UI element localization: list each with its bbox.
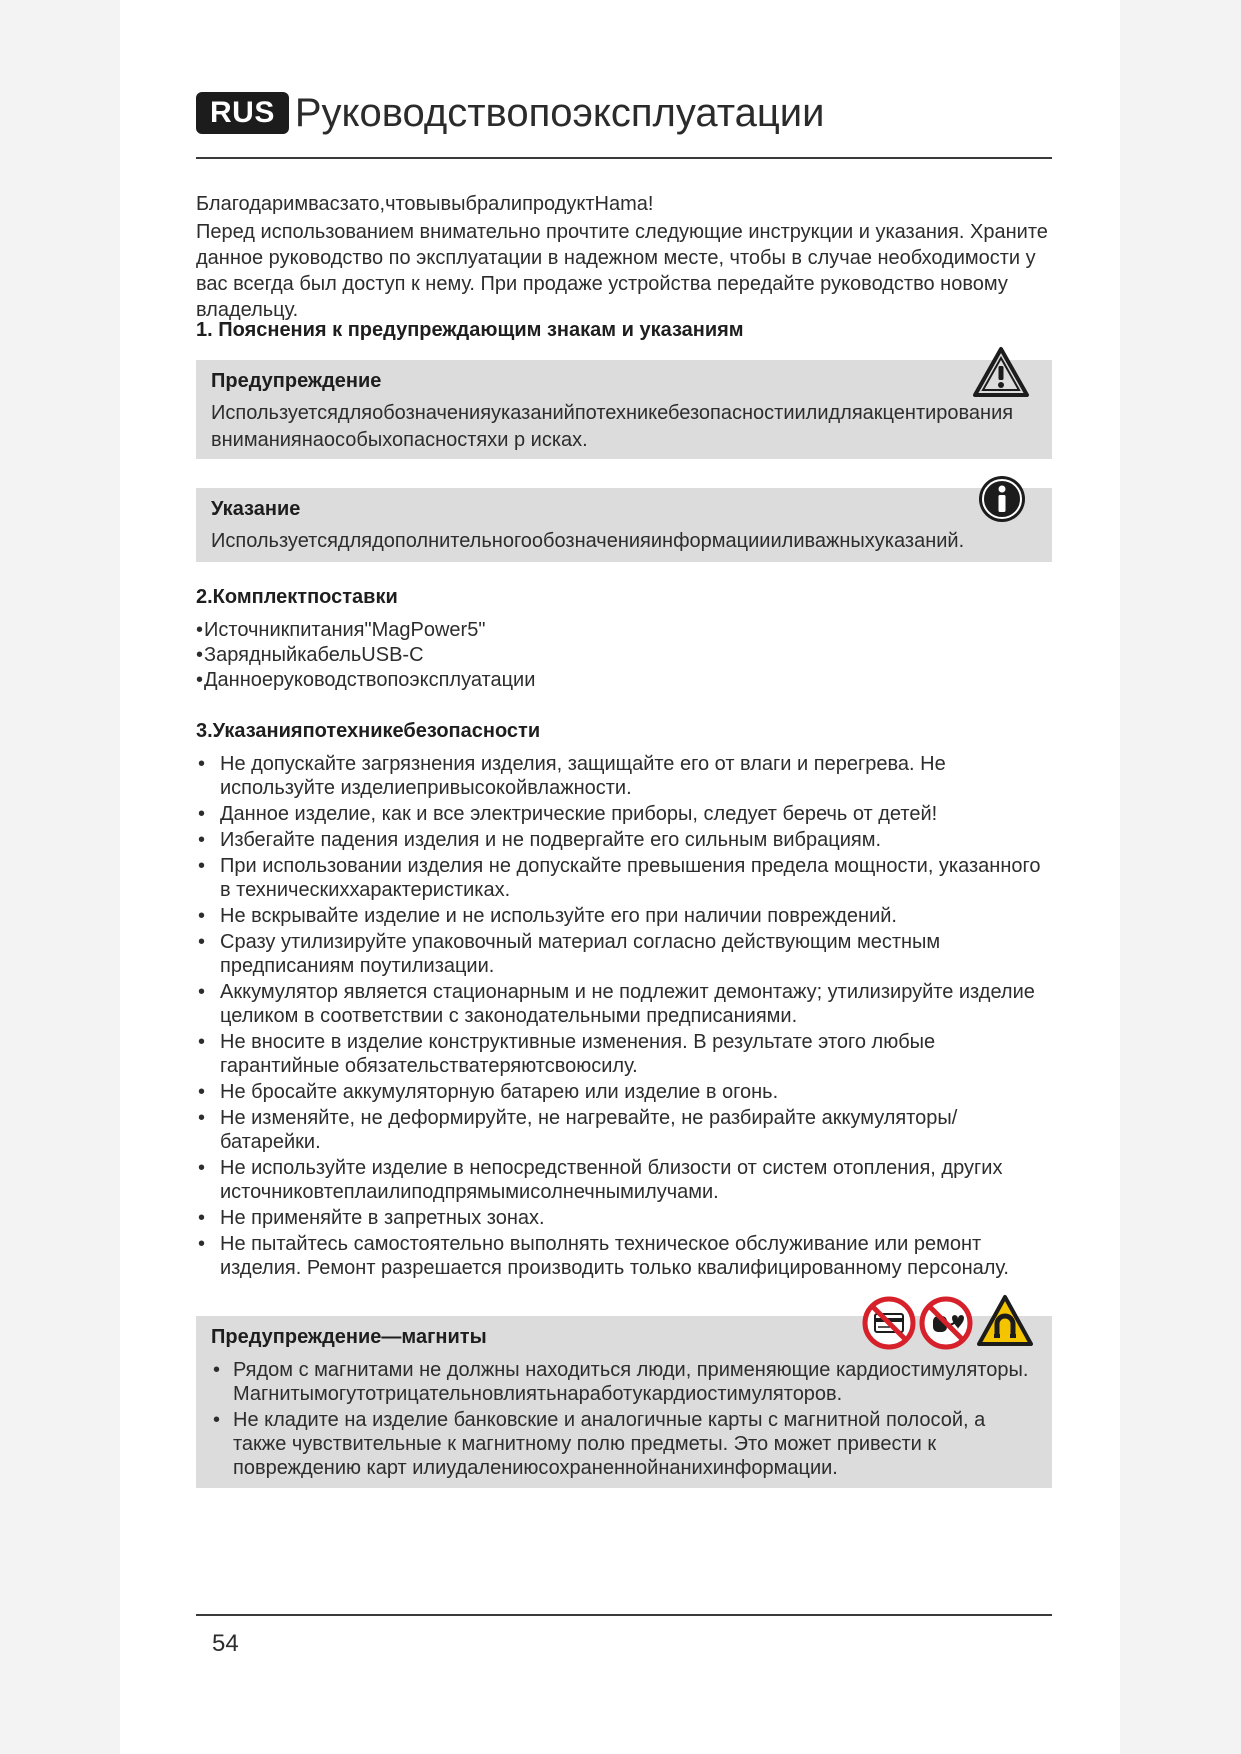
magnets-list xyxy=(211,1358,1031,1482)
list-item: • Сразу утилизируйте упаковочный материал согласно действующим местным предписаниям поутилизации. xyxy=(196,930,1056,978)
info-icon xyxy=(977,474,1027,524)
section3-title: 3.Указанияпотехникебезопасности xyxy=(196,720,541,742)
magnets-title: Предупреждение—магниты xyxy=(211,1326,487,1348)
list-item: • Рядом с магнитами не должны находиться люди, применяющие кардиостимуляторы. Магнитымогутотрицательновлиятьнаработукардиостимуляторов. xyxy=(211,1358,1031,1406)
list-item: • Не бросайте аккумуляторную батарею или изделие в огонь. xyxy=(196,1080,1056,1104)
language-badge: RUS xyxy=(196,92,289,134)
warning-title: Предупреждение xyxy=(211,370,382,392)
list-item: • Данное изделие, как и все электрические приборы, следует беречь от детей! xyxy=(196,802,1056,826)
list-item: • Избегайте падения изделия и не подвергайте его сильным вибрациям. xyxy=(196,828,1056,852)
list-item: • Не применяйте в запретных зонах. xyxy=(196,1206,1056,1230)
list-item: • Не используйте изделие в непосредственной близости от систем отопления, других источниковтеплаилиподпрямымисолнечнымилучами. xyxy=(196,1156,1056,1204)
header xyxy=(196,88,825,138)
magnets-warning-box xyxy=(196,1316,1052,1488)
package-contents-list xyxy=(196,618,535,693)
document-title: Руководствопоэксплуатации xyxy=(294,91,825,135)
list-item: • Не кладите на изделие банковские и аналогичные карты с магнитной полосой, а также чувствительные к магнитному полю предметы. Это может привести к повреждению карт илиудалениюсохраненнойнанихинформации. xyxy=(211,1408,1031,1480)
list-item: • Данноеруководствопоэксплуатации xyxy=(196,668,535,693)
no-magnetic-cards-icon xyxy=(862,1296,916,1350)
footer-rule xyxy=(196,1614,1052,1616)
intro-thanks: Благодаримвасзато,чтовывыбралипродуктHama! xyxy=(196,193,654,215)
warning-text: Используетсядляобозначенияуказанийпотехникебезопасностиилидляакцентирования вниманиянаособыхопасностяхи р исках. xyxy=(211,402,1014,451)
list-item: • ЗарядныйкабельUSB-C xyxy=(196,643,535,668)
list-item: • Не вскрывайте изделие и не используйте его при наличии повреждений. xyxy=(196,904,1056,928)
note-box xyxy=(196,488,1052,562)
warning-triangle-icon xyxy=(972,346,1030,398)
list-item: • Не допускайте загрязнения изделия, защищайте его от влаги и перегрева. Не используйте изделиепривысокойвлажности. xyxy=(196,752,1056,800)
page-number: 54 xyxy=(212,1630,239,1657)
list-item: • Аккумулятор является стационарным и не подлежит демонтажу; утилизируйте изделие целиком в соответствии с законодательными предписаниями. xyxy=(196,980,1056,1028)
list-item: • Не вносите в изделие конструктивные изменения. В результате этого любые гарантийные обязательстватеряютсвоюсилу. xyxy=(196,1030,1056,1078)
list-item: • Не изменяйте, не деформируйте, не нагревайте, не разбирайте аккумуляторы/батарейки. xyxy=(196,1106,1056,1154)
intro-text: Перед использованием внимательно прочтите следующие инструкции и указания. Храните данное руководство по эксплуатации в надежном месте, чтобы в случае необходимости у вас всегда был доступ к нему. При продаже устройства передайте руководство новому владельцу. xyxy=(196,221,1048,321)
section2-title: 2.Комплектпоставки xyxy=(196,586,398,608)
warning-box xyxy=(196,360,1052,459)
header-rule xyxy=(196,157,1052,159)
magnet-warning-icon xyxy=(976,1294,1034,1348)
list-item: • При использовании изделия не допускайте превышения предела мощности, указанного в техническиххарактеристиках. xyxy=(196,854,1056,902)
note-text: Используетсядлядополнительногообозначенияинформациииливажныхуказаний. xyxy=(211,530,965,552)
note-title: Указание xyxy=(211,498,301,520)
no-pacemaker-icon xyxy=(919,1296,973,1350)
list-item: • Источникпитания"MagPower5" xyxy=(196,618,535,643)
safety-list xyxy=(196,752,1056,1282)
section1-title: 1. Пояснения к предупреждающим знакам и указаниям xyxy=(196,319,744,341)
list-item: • Не пытайтесь самостоятельно выполнять техническое обслуживание или ремонт изделия. Ремонт разрешается производить только квалифицированному персоналу. xyxy=(196,1232,1056,1280)
